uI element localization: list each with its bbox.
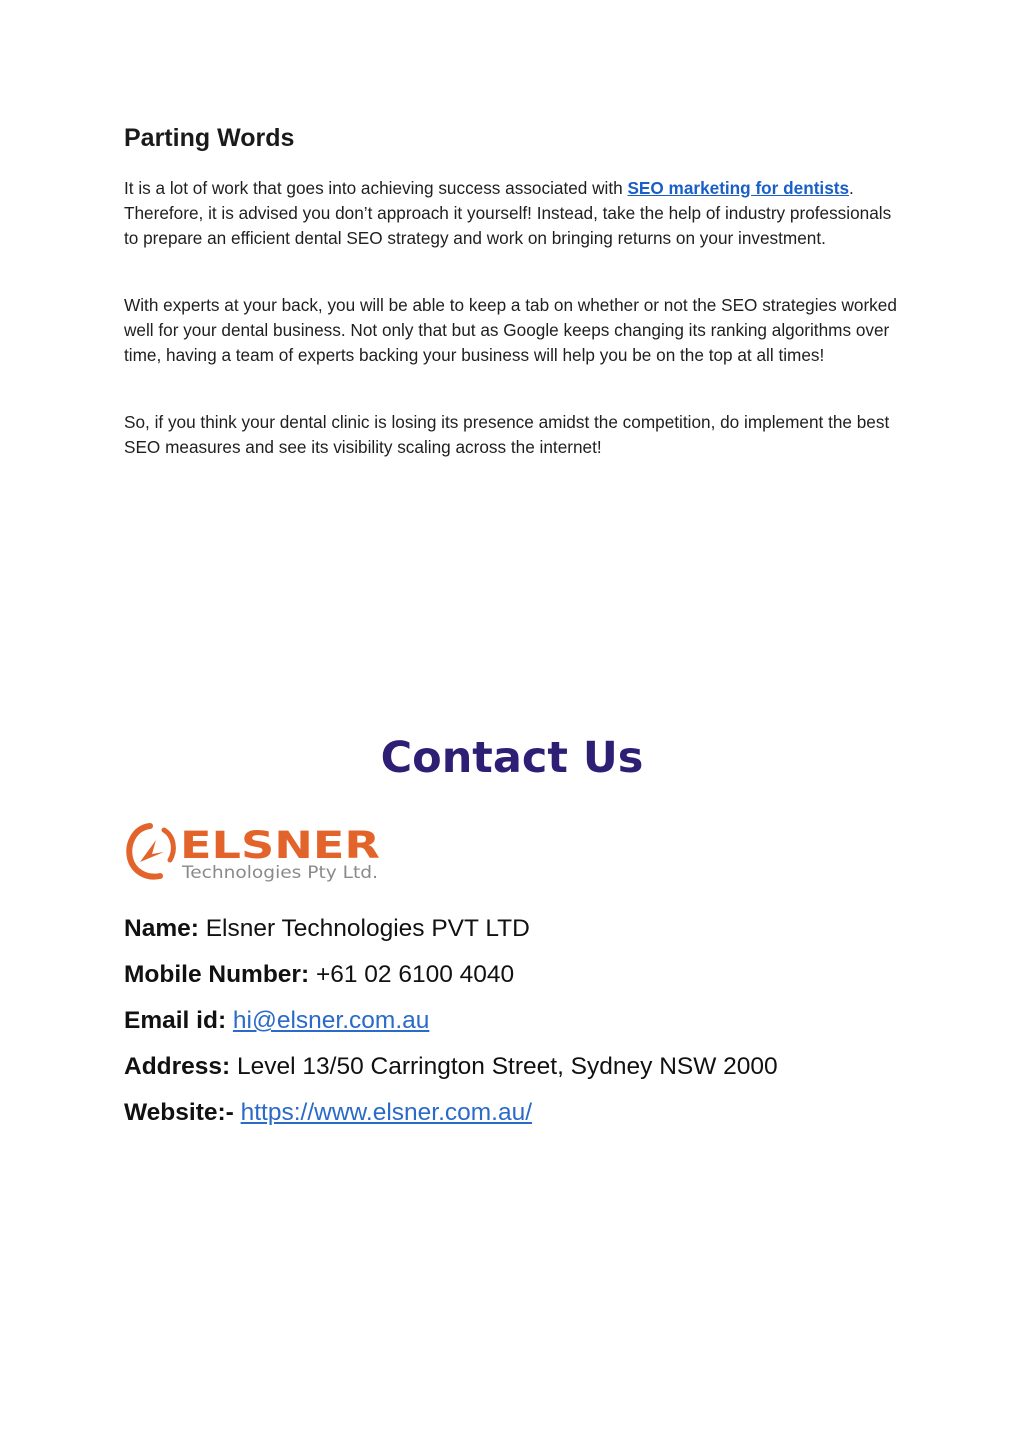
name-label: Name:: [124, 915, 199, 942]
logo-tagline: Technologies Pty Ltd.: [180, 863, 378, 883]
paragraph-1-text-end: . Therefore, it is advised you don’t approach it yourself! Instead, take the help of industry professionals to prepare an efficient dental SEO strategy and work on bringing returns on your investment.: [124, 178, 892, 248]
elsner-logo: [124, 816, 386, 888]
website-link[interactable]: https://www.elsner.com.au/: [240, 1099, 533, 1126]
paragraph-3: So, if you think your dental clinic is losing its presence amidst the competition, do implement the best SEO measures and see its visibility scaling across the internet!: [124, 412, 890, 457]
contact-email-row: [124, 1006, 429, 1036]
contact-name-row: [124, 914, 530, 944]
name-value: Elsner Technologies PVT LTD: [205, 915, 530, 942]
website-label: Website:-: [124, 1099, 234, 1126]
email-label: Email id:: [124, 1007, 227, 1034]
paragraph-2: With experts at your back, you will be able to keep a tab on whether or not the SEO strategies worked well for your dental business. Not only that but as Google keeps changing its ranking algorithms over time, having a team of experts backing your business will help you be on the top at all times!: [124, 295, 897, 365]
logo-wordmark: ELSNER: [180, 824, 380, 867]
contact-address-row: [124, 1052, 778, 1082]
mobile-value: +61 02 6100 4040: [315, 961, 515, 988]
mobile-label: Mobile Number:: [124, 961, 310, 988]
contact-website-row: [124, 1098, 532, 1128]
section-heading: Parting Words: [124, 124, 295, 152]
address-value: Level 13/50 Carrington Street, Sydney NSW 2000: [237, 1053, 778, 1080]
email-link[interactable]: hi@elsner.com.au: [232, 1007, 430, 1034]
contact-us-title: Contact Us: [380, 733, 644, 783]
swoosh-arrow-icon: [129, 826, 173, 877]
seo-marketing-link[interactable]: SEO marketing for dentists: [627, 178, 850, 198]
paragraph-1-text-start: It is a lot of work that goes into achieving success associated with: [124, 178, 628, 198]
paragraph-1: [124, 176, 904, 251]
address-label: Address:: [124, 1053, 231, 1080]
contact-mobile-row: [124, 960, 514, 990]
